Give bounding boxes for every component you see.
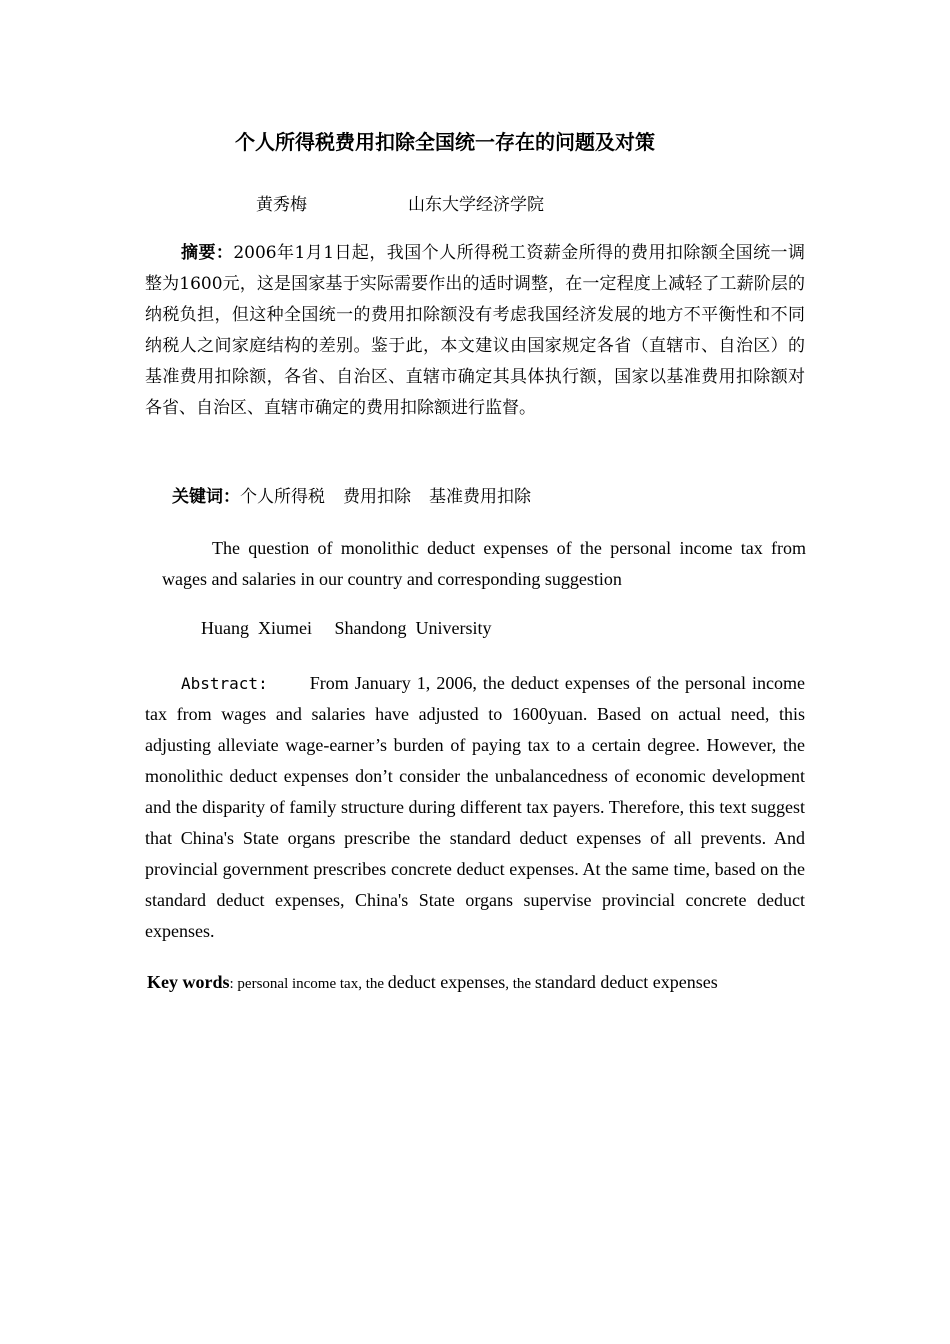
keywords-en-label: Key words — [147, 972, 230, 992]
author-affiliation-cn: 山东大学经济学院 — [408, 195, 544, 215]
keyword-cn-item: 基准费用扣除 — [429, 487, 531, 507]
paper-title: 个人所得税费用扣除全国统一存在的问题及对策 — [235, 130, 655, 154]
abstract-en-label: Abstract: — [181, 674, 268, 693]
keywords-en-separator: , the — [505, 976, 535, 992]
keywords-en-separator: : personal income tax, the — [229, 976, 388, 992]
author-name-cn: 黄秀梅 — [256, 195, 307, 215]
abstract-en — [145, 668, 805, 947]
author-line-en: Huang Xiumei Shandong University — [201, 618, 492, 638]
keyword-en-item: deduct expenses — [387, 972, 506, 992]
abstract-en-text: From January 1, 2006, the deduct expenses of the personal income tax from wages and salaries have adjusted to 1600yuan. Based on actual need, this adjusting alleviate wage-earner’s burden of paying tax to a certain degree. However, the monolithic deduct expenses don’t consider the unbalancedness of economic development and the disparity of family structure during different tax payers. Therefore, this text suggest that China's State organs prescribe the standard deduct expenses of all prevents. And provincial government prescribes concrete deduct expenses. At the same time, based on the standard deduct expenses, China's State organs supervise provincial concrete deduct expenses. — [145, 673, 805, 941]
abstract-cn-label: 摘要： — [181, 243, 234, 263]
paper-title-en: The question of monolithic deduct expenses of the personal income tax from wages and salaries in our country and corresponding suggestion — [162, 538, 806, 589]
abstract-cn-text: 2006年1月1日起，我国个人所得税工资薪金所得的费用扣除额全国统一调整为1600元，这是国家基于实际需要作出的适时调整，在一定程度上减轻了工薪阶层的纳税负担，但这种全国统一的费用扣除额没有考虑我国经济发展的地方不平衡性和不同纳税人之间家庭结构的差别。鉴于此，本文建议由国家规定各省（直辖市、自治区）的基准费用扣除额，各省、自治区、直辖市确定其具体执行额，国家以基准费用扣除额对各省、自治区、直辖市确定的费用扣除额进行监督。 — [145, 243, 805, 419]
keyword-cn-item: 个人所得税 — [240, 487, 325, 507]
keywords-en — [147, 972, 718, 993]
keywords-cn — [172, 482, 531, 507]
keyword-en-item: standard deduct expenses — [534, 972, 718, 992]
abstract-cn — [145, 238, 805, 425]
keywords-cn-label: 关键词： — [172, 487, 240, 507]
keyword-cn-item: 费用扣除 — [343, 487, 411, 507]
